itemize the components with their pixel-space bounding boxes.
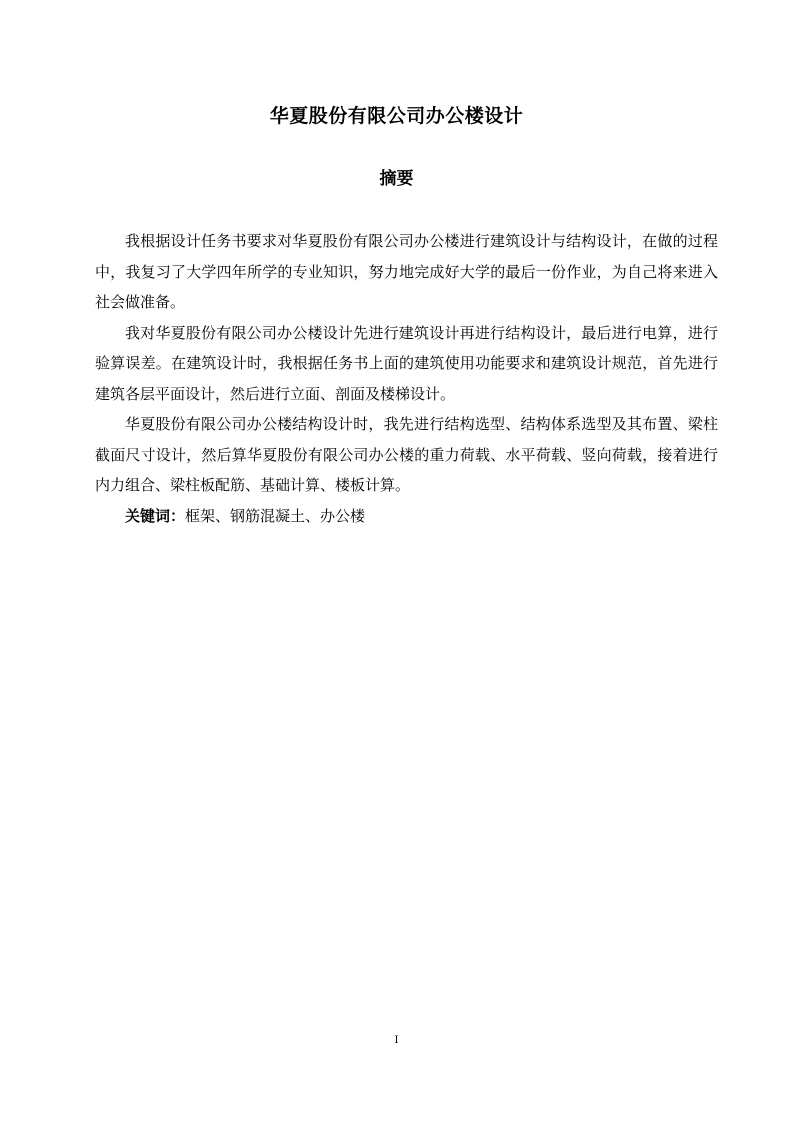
abstract-paragraph-1: 我根据设计任务书要求对华夏股份有限公司办公楼进行建筑设计与结构设计，在做的过程中，我复习了大学四年所学的专业知识，努力地完成好大学的最后一份作业，为自己将来进入社会做准备。 <box>95 232 718 311</box>
abstract-body <box>95 226 718 531</box>
abstract-paragraph-2: 我对华夏股份有限公司办公楼设计先进行建筑设计再进行结构设计，最后进行电算，进行验算误差。在建筑设计时，我根据任务书上面的建筑使用功能要求和建筑设计规范，首先进行建筑各层平面设计，然后进行立面、剖面及楼梯设计。 <box>95 323 718 403</box>
keywords-text: 框架、钢筋混凝土、办公楼 <box>185 506 366 525</box>
keywords-line <box>95 501 718 532</box>
abstract-heading: 摘要 <box>379 169 414 189</box>
document-title: 华夏股份有限公司办公楼设计 <box>269 105 524 127</box>
page-number: I <box>394 1035 399 1046</box>
keywords-label: 关键词： <box>125 506 186 525</box>
abstract-paragraph-3: 华夏股份有限公司办公楼结构设计时，我先进行结构选型、结构体系选型及其布置、梁柱截面尺寸设计，然后算华夏股份有限公司办公楼的重力荷载、水平荷载、竖向荷载，接着进行内力组合、梁柱板配筋、基础计算、楼板计算。 <box>95 415 718 494</box>
